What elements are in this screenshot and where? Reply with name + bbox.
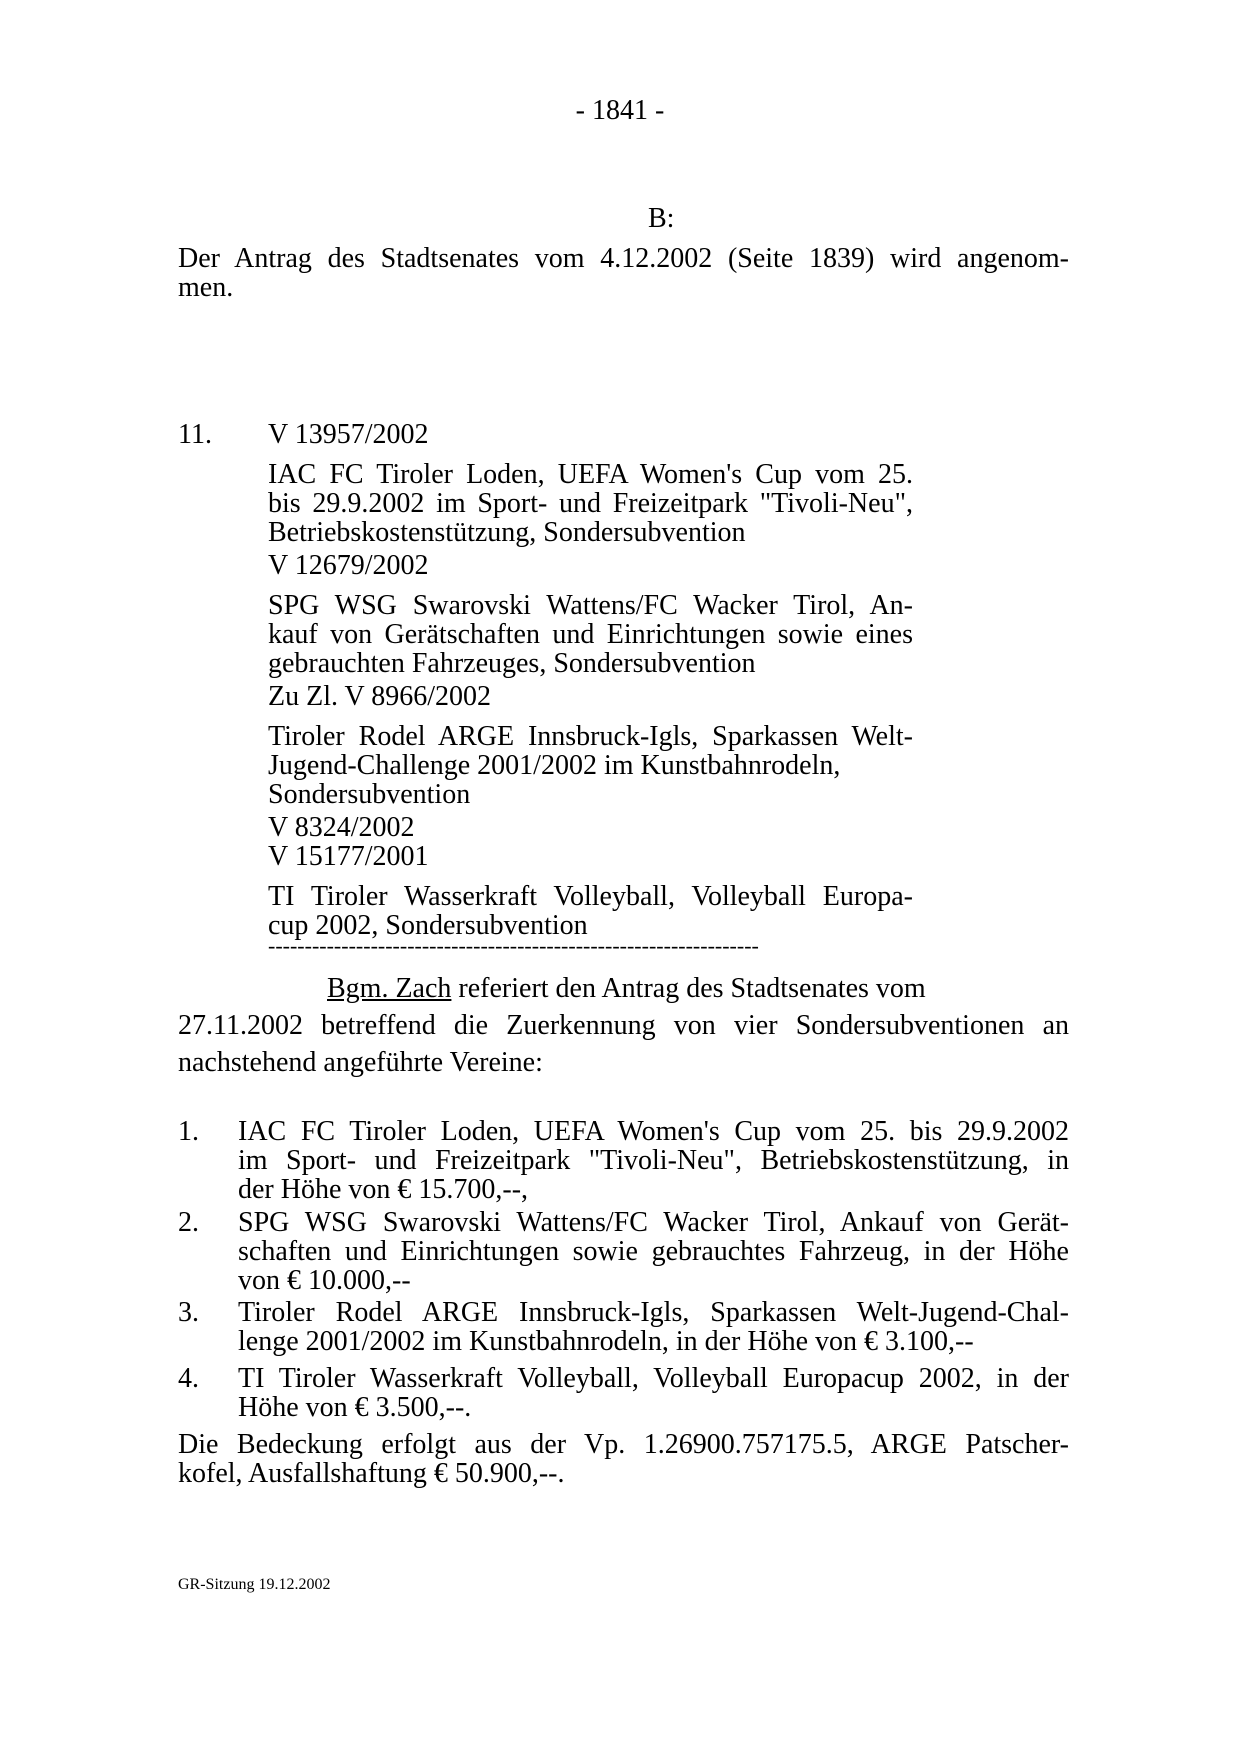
list-item-line: im Sport- und Freizeitpark "Tivoli-Neu", Betriebskostenstützung, in <box>238 1145 1069 1176</box>
description-line: gebrauchten Fahrzeuges, Sondersubvention <box>268 648 756 679</box>
description-line: Sondersubvention <box>268 779 471 810</box>
item-reference: V 8324/2002 <box>268 812 415 843</box>
report-line: nachstehend angeführte Vereine: <box>178 1047 543 1078</box>
section-b-paragraph <box>178 244 1069 302</box>
list-item-line: TI Tiroler Wasserkraft Volleyball, Volleyball Europacup 2002, in der <box>238 1363 1069 1394</box>
list-item-line: SPG WSG Swarovski Wattens/FC Wacker Tirol, Ankauf von Gerät- <box>238 1207 1069 1238</box>
description-line: cup 2002, Sondersubvention <box>268 910 588 941</box>
list-item <box>238 1117 1069 1204</box>
dashed-divider: ------------------------------------------------------------------- <box>268 935 759 957</box>
description-line: TI Tiroler Wasserkraft Volleyball, Volleyball Europa- <box>268 881 913 912</box>
list-number: 4. <box>178 1363 199 1394</box>
coverage-line: kofel, Ausfallshaftung € 50.900,--. <box>178 1458 565 1489</box>
item-description <box>268 882 913 940</box>
list-item <box>238 1364 1069 1422</box>
item-reference: V 15177/2001 <box>268 841 429 872</box>
description-line: bis 29.9.2002 im Sport- und Freizeitpark "Tivoli-Neu", <box>268 488 913 519</box>
item-reference: V 13957/2002 <box>268 419 429 450</box>
item-description <box>268 722 913 809</box>
report-first-line <box>178 974 1069 1003</box>
item-reference: V 12679/2002 <box>268 550 429 581</box>
list-item <box>238 1298 1069 1356</box>
description-line: IAC FC Tiroler Loden, UEFA Women's Cup vom 25. <box>268 459 913 490</box>
list-number: 1. <box>178 1116 199 1147</box>
list-item-line: Tiroler Rodel ARGE Innsbruck-Igls, Sparkassen Welt-Jugend-Chal- <box>238 1297 1069 1328</box>
page-number: - 1841 - <box>575 95 665 126</box>
coverage-paragraph <box>178 1430 1069 1488</box>
paragraph-line: Der Antrag des Stadtsenates vom 4.12.2002 (Seite 1839) wird angenom- <box>178 243 1069 274</box>
list-item-line: der Höhe von € 15.700,--, <box>238 1174 529 1205</box>
item-number: 11. <box>178 419 212 450</box>
description-line: kauf von Gerätschaften und Einrichtungen sowie eines <box>268 619 913 650</box>
speaker-name: Bgm. Zach <box>327 973 452 1004</box>
section-letter: B: <box>648 203 675 234</box>
item-reference: Zu Zl. V 8966/2002 <box>268 681 491 712</box>
description-line: Betriebskostenstützung, Sondersubvention <box>268 517 746 548</box>
list-item-line: lenge 2001/2002 im Kunstbahnrodeln, in der Höhe von € 3.100,-- <box>238 1326 974 1357</box>
footer: GR-Sitzung 19.12.2002 <box>178 1576 331 1593</box>
description-line: SPG WSG Swarovski Wattens/FC Wacker Tirol, An- <box>268 590 913 621</box>
list-item <box>238 1208 1069 1295</box>
list-item-line: von € 10.000,-- <box>238 1265 411 1296</box>
list-item-line: schaften und Einrichtungen sowie gebrauchtes Fahrzeug, in der Höhe <box>238 1236 1069 1267</box>
coverage-line: Die Bedeckung erfolgt aus der Vp. 1.26900.757175.5, ARGE Patscher- <box>178 1429 1069 1460</box>
paragraph-line: men. <box>178 272 234 303</box>
item-description <box>268 591 913 678</box>
description-line: Tiroler Rodel ARGE Innsbruck-Igls, Sparkassen Welt- <box>268 721 913 752</box>
report-paragraph <box>178 974 1069 1077</box>
list-item-line: Höhe von € 3.500,--. <box>238 1392 472 1423</box>
report-line: 27.11.2002 betreffend die Zuerkennung von vier Sondersubventionen an <box>178 1010 1069 1041</box>
list-number: 3. <box>178 1297 199 1328</box>
report-line-text: referiert den Antrag des Stadtsenates vom <box>451 973 926 1004</box>
list-number: 2. <box>178 1207 199 1238</box>
description-line: Jugend-Challenge 2001/2002 im Kunstbahnrodeln, <box>268 750 841 781</box>
item-description <box>268 460 913 547</box>
list-item-line: IAC FC Tiroler Loden, UEFA Women's Cup vom 25. bis 29.9.2002 <box>238 1116 1069 1147</box>
